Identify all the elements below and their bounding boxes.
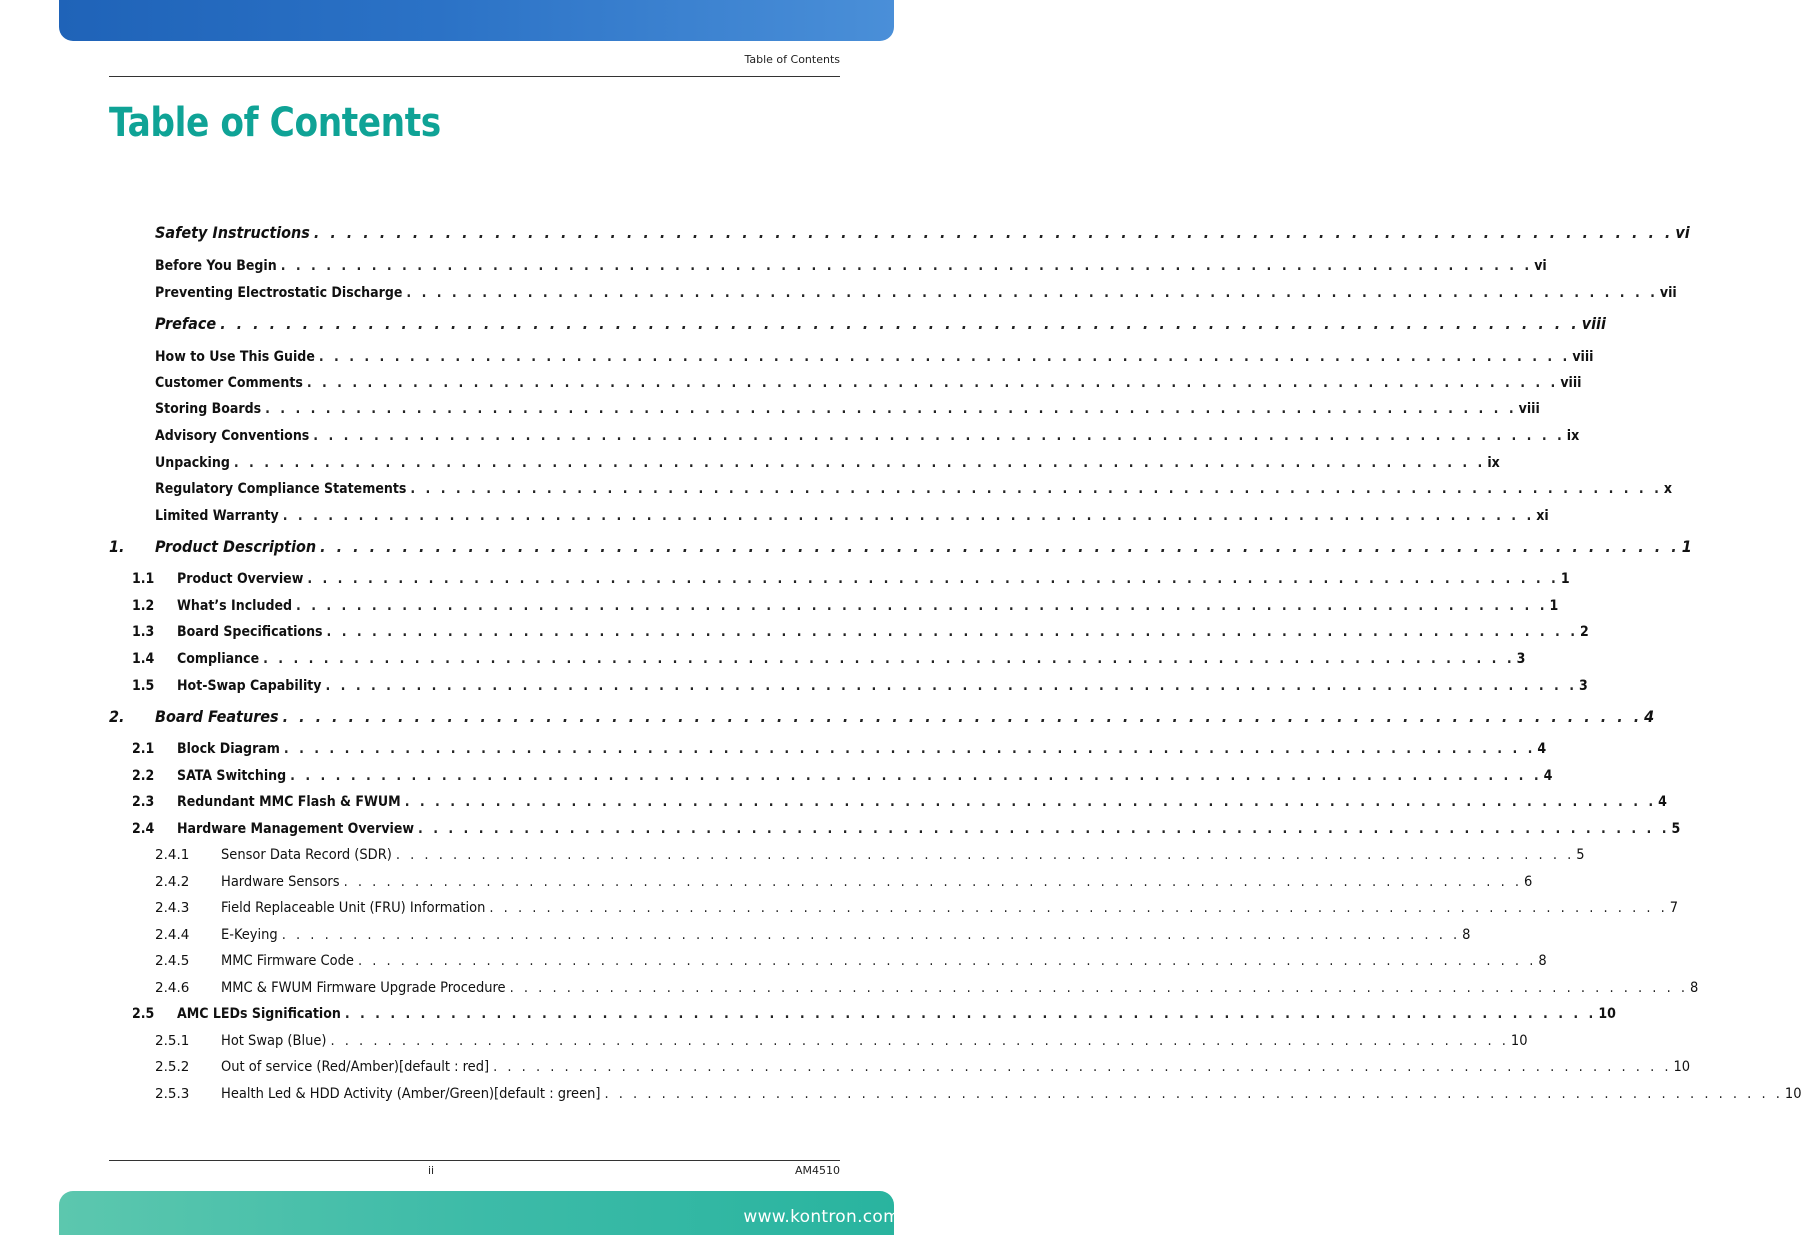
toc-entry[interactable] [109,1080,1802,1102]
toc-dot-leader: . . . . . . . . . . . . . . . . . . . . . . . . . . . . . . . . . . . . . . . . . . . . . . . . . . . . . . . . . . . . . . . . . . . . . . . . . . . . . . . . . . . [410,481,1662,497]
toc-entry-number: 2.4.3 [155,900,190,916]
toc-dot-leader: . . . . . . . . . . . . . . . . . . . . . . . . . . . . . . . . . . . . . . . . . . . . . . . . . . . . . . . . . . . . . . . . . . . . . . . . . . . . . . . . . . . [330,1033,1509,1049]
toc-dot-leader: . . . . . . . . . . . . . . . . . . . . . . . . . . . . . . . . . . . . . . . . . . . . . . . . . . . . . . . . . . . . . . . . . . . . . . . . . . . . . . . . . . . [282,707,1643,726]
toc-entry[interactable] [109,422,1580,444]
toc-entry-page: 1 [1549,598,1559,614]
toc-entry-page: 4 [1644,707,1655,726]
toc-entry[interactable] [109,592,1559,614]
toc-entry-number: 2.5.2 [155,1059,190,1075]
toc-entry-page: 3 [1516,651,1526,667]
toc-entry[interactable] [109,762,1553,784]
toc-dot-leader: . . . . . . . . . . . . . . . . . . . . . . . . . . . . . . . . . . . . . . . . . . . . . . . . . . . . . . . . . . . . . . . . . . . . . . . . . . . . . . . . . . . [280,258,1533,274]
toc-entry-number: 2.4.4 [155,927,190,943]
toc-entry-page: 4 [1543,768,1553,784]
toc-dot-leader: . . . . . . . . . . . . . . . . . . . . . . . . . . . . . . . . . . . . . . . . . . . . . . . . . . . . . . . . . . . . . . . . . . . . . . . . . . . . . . . . . . . [604,1086,1783,1102]
toc-entry[interactable] [109,815,1681,837]
toc-dot-leader: . . . . . . . . . . . . . . . . . . . . . . . . . . . . . . . . . . . . . . . . . . . . . . . . . . . . . . . . . . . . . . . . . . . . . . . . . . . . . . . . . . . [318,349,1571,365]
toc-entry[interactable] [109,735,1547,757]
toc-entry-number: 2.4 [132,821,155,837]
toc-entry[interactable] [109,841,1585,863]
toc-entry-title: MMC & FWUM Firmware Upgrade Procedure [221,980,506,996]
toc-entry-page: viii [1572,349,1594,365]
toc-entry-page: vi [1675,223,1690,242]
toc-entry-page: x [1663,481,1672,497]
footer-doc-id: AM4510 [794,1164,840,1177]
toc-entry[interactable] [109,279,1677,301]
toc-entry-title: SATA Switching [177,768,287,784]
toc-entry-page: 10 [1784,1086,1802,1102]
toc-entry-number: 2.1 [132,741,155,757]
toc-dot-leader: . . . . . . . . . . . . . . . . . . . . . . . . . . . . . . . . . . . . . . . . . . . . . . . . . . . . . . . . . . . . . . . . . . . . . . . . . . . . . . . . . . . [395,847,1575,863]
toc-dot-leader: . . . . . . . . . . . . . . . . . . . . . . . . . . . . . . . . . . . . . . . . . . . . . . . . . . . . . . . . . . . . . . . . . . . . . . . . . . . . . . . . . . . [344,1006,1597,1022]
toc-entry[interactable] [109,565,1570,587]
toc-entry-number: 1.1 [132,571,155,587]
toc-entry-page: viii [1560,375,1582,391]
toc-dot-leader: . . . . . . . . . . . . . . . . . . . . . . . . . . . . . . . . . . . . . . . . . . . . . . . . . . . . . . . . . . . . . . . . . . . . . . . . . . . . . . . . . . . [233,455,1486,471]
toc-dot-leader: . . . . . . . . . . . . . . . . . . . . . . . . . . . . . . . . . . . . . . . . . . . . . . . . . . . . . . . . . . . . . . . . . . . . . . . . . . . . . . . . . . . [307,571,1559,587]
toc-entry-number: 2.5.3 [155,1086,190,1102]
toc-entry-title: Health Led & HDD Activity (Amber/Green)[default : green] [221,1086,601,1102]
toc-entry-title: Limited Warranty [155,508,279,524]
toc-entry-title: Board Specifications [177,624,323,640]
toc-entry[interactable] [109,475,1672,497]
toc-dot-leader: . . . . . . . . . . . . . . . . . . . . . . . . . . . . . . . . . . . . . . . . . . . . . . . . . . . . . . . . . . . . . . . . . . . . . . . . . . . . . . . . . . . [406,285,1658,301]
toc-entry[interactable] [109,449,1500,471]
page-title: Table of Contents [109,100,441,146]
toc-entry-title: What’s Included [177,598,293,614]
toc-dot-leader: . . . . . . . . . . . . . . . . . . . . . . . . . . . . . . . . . . . . . . . . . . . . . . . . . . . . . . . . . . . . . . . . . . . . . . . . . . . . . . . . . . . [326,624,1579,640]
toc-entry[interactable] [109,704,1655,726]
toc-entry[interactable] [109,395,1540,417]
toc-entry-title: Block Diagram [177,741,280,757]
toc-entry-title: Board Features [155,707,279,726]
toc-entry-page: viii [1518,401,1540,417]
toc-entry-page: 10 [1673,1059,1691,1075]
toc-entry-page: 10 [1510,1033,1528,1049]
toc-entry[interactable] [109,252,1547,274]
toc-entry-number: 2.4.2 [155,874,190,890]
toc-dot-leader: . . . . . . . . . . . . . . . . . . . . . . . . . . . . . . . . . . . . . . . . . . . . . . . . . . . . . . . . . . . . . . . . . . . . . . . . . . . . . . . . . . . [493,1059,1672,1075]
toc-dot-leader: . . . . . . . . . . . . . . . . . . . . . . . . . . . . . . . . . . . . . . . . . . . . . . . . . . . . . . . . . . . . . . . . . . . . . . . . . . . . . . . . . . . [325,678,1577,694]
toc-entry-page: xi [1536,508,1549,524]
toc-entry-title: Product Description [155,537,317,556]
toc-entry-title: Safety Instructions [155,223,310,242]
toc-entry-title: Advisory Conventions [155,428,310,444]
toc-entry[interactable] [109,947,1547,969]
toc-entry[interactable] [109,1000,1616,1022]
toc-entry-page: 8 [1462,927,1471,943]
toc-entry-page: viii [1581,314,1606,333]
toc-entry[interactable] [109,220,1690,242]
toc-entry[interactable] [109,974,1699,996]
toc-entry-title: Hardware Management Overview [177,821,415,837]
footer-rule [109,1160,840,1161]
toc-entry-title: Preface [155,314,217,333]
toc-entry[interactable] [109,369,1582,391]
toc-entry[interactable] [109,534,1692,556]
toc-entry-title: Before You Begin [155,258,277,274]
toc-entry[interactable] [109,788,1667,810]
toc-entry[interactable] [109,1053,1691,1075]
toc-dot-leader: . . . . . . . . . . . . . . . . . . . . . . . . . . . . . . . . . . . . . . . . . . . . . . . . . . . . . . . . . . . . . . . . . . . . . . . . . . . . . . . . . . . [281,927,1461,943]
toc-entry-page: 4 [1537,741,1547,757]
toc-entry-page: 7 [1669,900,1679,916]
toc-entry-number: 2.4.6 [155,980,190,996]
toc-dot-leader: . . . . . . . . . . . . . . . . . . . . . . . . . . . . . . . . . . . . . . . . . . . . . . . . . . . . . . . . . . . . . . . . . . . . . . . . . . . . . . . . . . . [509,980,1688,996]
toc-entry-title: How to Use This Guide [155,349,315,365]
toc-entry[interactable] [109,645,1526,667]
toc-entry-title: Product Overview [177,571,304,587]
toc-entry-title: E-Keying [221,927,278,943]
toc-dot-leader: . . . . . . . . . . . . . . . . . . . . . . . . . . . . . . . . . . . . . . . . . . . . . . . . . . . . . . . . . . . . . . . . . . . . . . . . . . . . . . . . . . . [418,821,1670,837]
toc-dot-leader: . . . . . . . . . . . . . . . . . . . . . . . . . . . . . . . . . . . . . . . . . . . . . . . . . . . . . . . . . . . . . . . . . . . . . . . . . . . . . . . . . . . [489,900,1668,916]
toc-entry-number: 2.2 [132,768,155,784]
toc-entry-title: Hardware Sensors [221,874,340,890]
toc-entry-number: 1.2 [132,598,155,614]
toc-entry-page: ix [1566,428,1580,444]
toc-entry-page: 8 [1690,980,1699,996]
toc-dot-leader: . . . . . . . . . . . . . . . . . . . . . . . . . . . . . . . . . . . . . . . . . . . . . . . . . . . . . . . . . . . . . . . . . . . . . . . . . . . . . . . . . . . [306,375,1559,391]
toc-entry-page: 4 [1658,794,1667,810]
toc-entry-title: Hot Swap (Blue) [221,1033,327,1049]
toc-entry-page: 1 [1560,571,1570,587]
toc-entry[interactable] [109,311,1606,333]
toc-entry-number: 2.5.1 [155,1033,190,1049]
toc-entry-page: 3 [1578,678,1588,694]
toc-entry-title: Sensor Data Record (SDR) [221,847,392,863]
footer-page-number: ii [428,1164,435,1177]
toc-entry-page: vi [1534,258,1547,274]
toc-entry-number: 2.3 [132,794,155,810]
toc-entry-number: 1.5 [132,678,155,694]
toc-entry-title: MMC Firmware Code [221,953,354,969]
toc-entry-number: 2.4.1 [155,847,190,863]
toc-entry-page: 10 [1598,1006,1616,1022]
toc-entry-number: 1. [109,537,125,556]
running-header: Table of Contents [744,53,840,66]
toc-entry-title: Customer Comments [155,375,303,391]
toc-entry-page: 2 [1580,624,1589,640]
toc-entry-title: Unpacking [155,455,230,471]
toc-dot-leader: . . . . . . . . . . . . . . . . . . . . . . . . . . . . . . . . . . . . . . . . . . . . . . . . . . . . . . . . . . . . . . . . . . . . . . . . . . . . . . . . . . . [263,651,1515,667]
toc-entry-page: 6 [1524,874,1533,890]
toc-entry-title: Redundant MMC Flash & FWUM [177,794,401,810]
toc-entry[interactable] [109,1027,1528,1049]
toc-dot-leader: . . . . . . . . . . . . . . . . . . . . . . . . . . . . . . . . . . . . . . . . . . . . . . . . . . . . . . . . . . . . . . . . . . . . . . . . . . . . . . . . . . . [290,768,1542,784]
top-banner [59,0,894,41]
toc-entry-page: vii [1659,285,1677,301]
toc-entry-page: 1 [1681,537,1692,556]
toc-entry-title: Out of service (Red/Amber)[default : red] [221,1059,490,1075]
toc-entry[interactable] [109,868,1533,890]
toc-entry-title: Storing Boards [155,401,262,417]
toc-entry-title: Hot-Swap Capability [177,678,322,694]
toc-entry-number: 1.3 [132,624,155,640]
toc-dot-leader: . . . . . . . . . . . . . . . . . . . . . . . . . . . . . . . . . . . . . . . . . . . . . . . . . . . . . . . . . . . . . . . . . . . . . . . . . . . . . . . . . . . [283,741,1536,757]
toc-entry-number: 2.4.5 [155,953,190,969]
toc-entry-page: 8 [1538,953,1547,969]
toc-entry[interactable] [109,343,1594,365]
toc-entry[interactable] [109,894,1679,916]
toc-dot-leader: . . . . . . . . . . . . . . . . . . . . . . . . . . . . . . . . . . . . . . . . . . . . . . . . . . . . . . . . . . . . . . . . . . . . . . . . . . . . . . . . . . . [343,874,1522,890]
toc-entry[interactable] [109,921,1471,943]
toc-entry-title: AMC LEDs Signification [177,1006,341,1022]
toc-entry-page: ix [1487,455,1500,471]
toc-dot-leader: . . . . . . . . . . . . . . . . . . . . . . . . . . . . . . . . . . . . . . . . . . . . . . . . . . . . . . . . . . . . . . . . . . . . . . . . . . . . . . . . . . . [265,401,1517,417]
toc-entry-title: Preventing Electrostatic Discharge [155,285,403,301]
toc-entry-title: Regulatory Compliance Statements [155,481,407,497]
toc-entry-number: 2. [109,707,125,726]
toc-dot-leader: . . . . . . . . . . . . . . . . . . . . . . . . . . . . . . . . . . . . . . . . . . . . . . . . . . . . . . . . . . . . . . . . . . . . . . . . . . . . . . . . . . . [313,428,1565,444]
toc-entry-number: 1.4 [132,651,155,667]
header-rule [109,76,840,77]
toc-dot-leader: . . . . . . . . . . . . . . . . . . . . . . . . . . . . . . . . . . . . . . . . . . . . . . . . . . . . . . . . . . . . . . . . . . . . . . . . . . . . . . . . . . . [313,223,1674,242]
toc-entry[interactable] [109,672,1588,694]
toc-entry-page: 5 [1671,821,1681,837]
toc-entry-page: 5 [1576,847,1585,863]
toc-dot-leader: . . . . . . . . . . . . . . . . . . . . . . . . . . . . . . . . . . . . . . . . . . . . . . . . . . . . . . . . . . . . . . . . . . . . . . . . . . . . . . . . . . . [320,537,1680,556]
toc-dot-leader: . . . . . . . . . . . . . . . . . . . . . . . . . . . . . . . . . . . . . . . . . . . . . . . . . . . . . . . . . . . . . . . . . . . . . . . . . . . . . . . . . . . [357,953,1537,969]
toc-dot-leader: . . . . . . . . . . . . . . . . . . . . . . . . . . . . . . . . . . . . . . . . . . . . . . . . . . . . . . . . . . . . . . . . . . . . . . . . . . . . . . . . . . . [296,598,1548,614]
toc-entry[interactable] [109,502,1549,524]
toc-entry-number: 2.5 [132,1006,155,1022]
toc-entry-title: Field Replaceable Unit (FRU) Information [221,900,486,916]
toc-entry[interactable] [109,618,1589,640]
toc-dot-leader: . . . . . . . . . . . . . . . . . . . . . . . . . . . . . . . . . . . . . . . . . . . . . . . . . . . . . . . . . . . . . . . . . . . . . . . . . . . . . . . . . . . [404,794,1657,810]
toc-dot-leader: . . . . . . . . . . . . . . . . . . . . . . . . . . . . . . . . . . . . . . . . . . . . . . . . . . . . . . . . . . . . . . . . . . . . . . . . . . . . . . . . . . . [282,508,1535,524]
toc-entry-title: Compliance [177,651,260,667]
website-link[interactable]: www.kontron.com [743,1207,900,1227]
toc-dot-leader: . . . . . . . . . . . . . . . . . . . . . . . . . . . . . . . . . . . . . . . . . . . . . . . . . . . . . . . . . . . . . . . . . . . . . . . . . . . . . . . . . . . [220,314,1580,333]
